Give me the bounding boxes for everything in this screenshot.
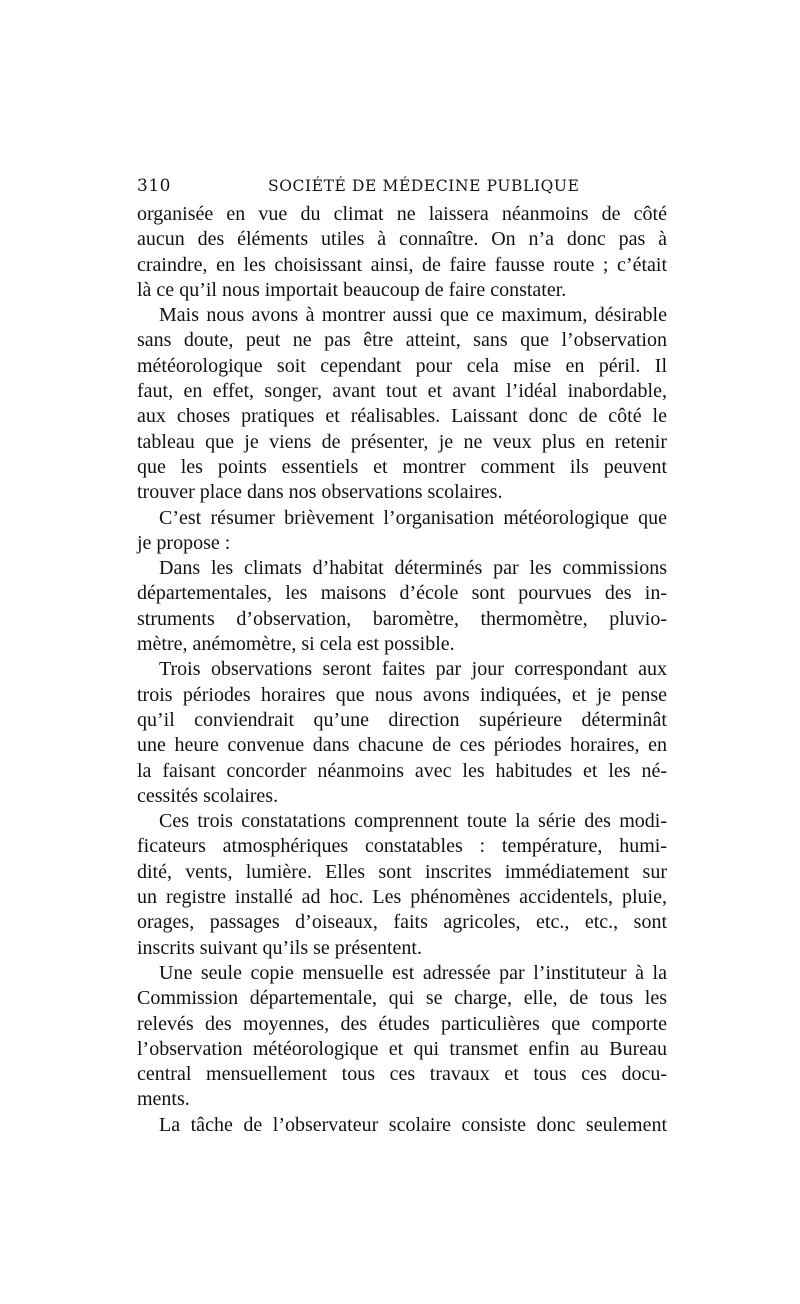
text-line: mètre, anémomètre, si cela est possible. (137, 633, 455, 656)
text-line: sans doute, peut ne pas être atteint, sans que l’observation (137, 329, 667, 352)
text-line: C’est résumer brièvement l’organisation météorologique que (159, 506, 667, 529)
text-line: la faisant concorder néanmoins avec les habitudes et les né- (137, 759, 667, 782)
text-line: orages, passages d’oiseaux, faits agricoles, etc., etc., sont (137, 911, 667, 934)
text-line: aux choses pratiques et réalisables. Laissant donc de côté le (137, 405, 667, 428)
running-head (137, 176, 667, 200)
text-line: départementales, les maisons d’école sont pourvues des in- (137, 582, 667, 605)
body-text (137, 202, 667, 1138)
text-line: l’observation météorologique et qui transmet enfin au Bureau (137, 1037, 667, 1060)
text-line: je propose : (137, 531, 231, 554)
text-line: que les points essentiels et montrer comment ils peuvent (137, 455, 667, 478)
text-line: Commission départementale, qui se charge, elle, de tous les (137, 987, 667, 1010)
text-line: là ce qu’il nous importait beaucoup de faire constater. (137, 278, 567, 301)
text-line: tableau que je viens de présenter, je ne veux plus en retenir (137, 430, 667, 453)
text-line: dité, vents, lumière. Elles sont inscrites immédiatement sur (137, 860, 667, 883)
text-line: central mensuellement tous ces travaux et tous ces docu- (137, 1063, 667, 1086)
text-line: ments. (137, 1088, 190, 1111)
text-line: faut, en effet, songer, avant tout et avant l’idéal inabordable, (137, 380, 667, 403)
text-line: Ces trois constatations comprennent toute la série des modi- (159, 810, 667, 833)
text-line: Une seule copie mensuelle est adressée par l’instituteur à la (159, 961, 667, 984)
text-line: relevés des moyennes, des études particulières que comporte (137, 1012, 667, 1035)
text-line: Trois observations seront faites par jour correspondant aux (159, 658, 667, 681)
page-number: 310 (137, 176, 171, 196)
text-line: Mais nous avons à montrer aussi que ce maximum, désirable (159, 304, 667, 327)
text-line: aucun des éléments utiles à connaître. On n’a donc pas à (137, 228, 667, 251)
text-line: trouver place dans nos observations scolaires. (137, 481, 503, 504)
text-line: La tâche de l’observateur scolaire consiste donc seulement (159, 1113, 667, 1136)
running-title: SOCIÉTÉ DE MÉDECINE PUBLIQUE (268, 177, 580, 195)
text-line: un registre installé ad hoc. Les phénomènes accidentels, pluie, (137, 886, 667, 909)
text-line: une heure convenue dans chacune de ces périodes horaires, en (137, 734, 667, 757)
text-line: ficateurs atmosphériques constatables : température, humi- (137, 835, 667, 858)
text-line: organisée en vue du climat ne laissera néanmoins de côté (137, 203, 667, 225)
text-line: inscrits suivant qu’ils se présentent. (137, 936, 422, 959)
text-line: cessités scolaires. (137, 784, 279, 807)
text-line: qu’il conviendrait qu’une direction supérieure déterminât (137, 708, 667, 731)
text-line: struments d’observation, baromètre, thermomètre, pluvio- (137, 607, 667, 630)
text-line: Dans les climats d’habitat déterminés par les commissions (159, 557, 667, 580)
text-line: trois périodes horaires que nous avons indiquées, et je pense (137, 683, 667, 706)
text-line: météorologique soit cependant pour cela mise en péril. Il (137, 354, 667, 377)
text-line: craindre, en les choisissant ainsi, de faire fausse route ; c’était (137, 253, 667, 276)
